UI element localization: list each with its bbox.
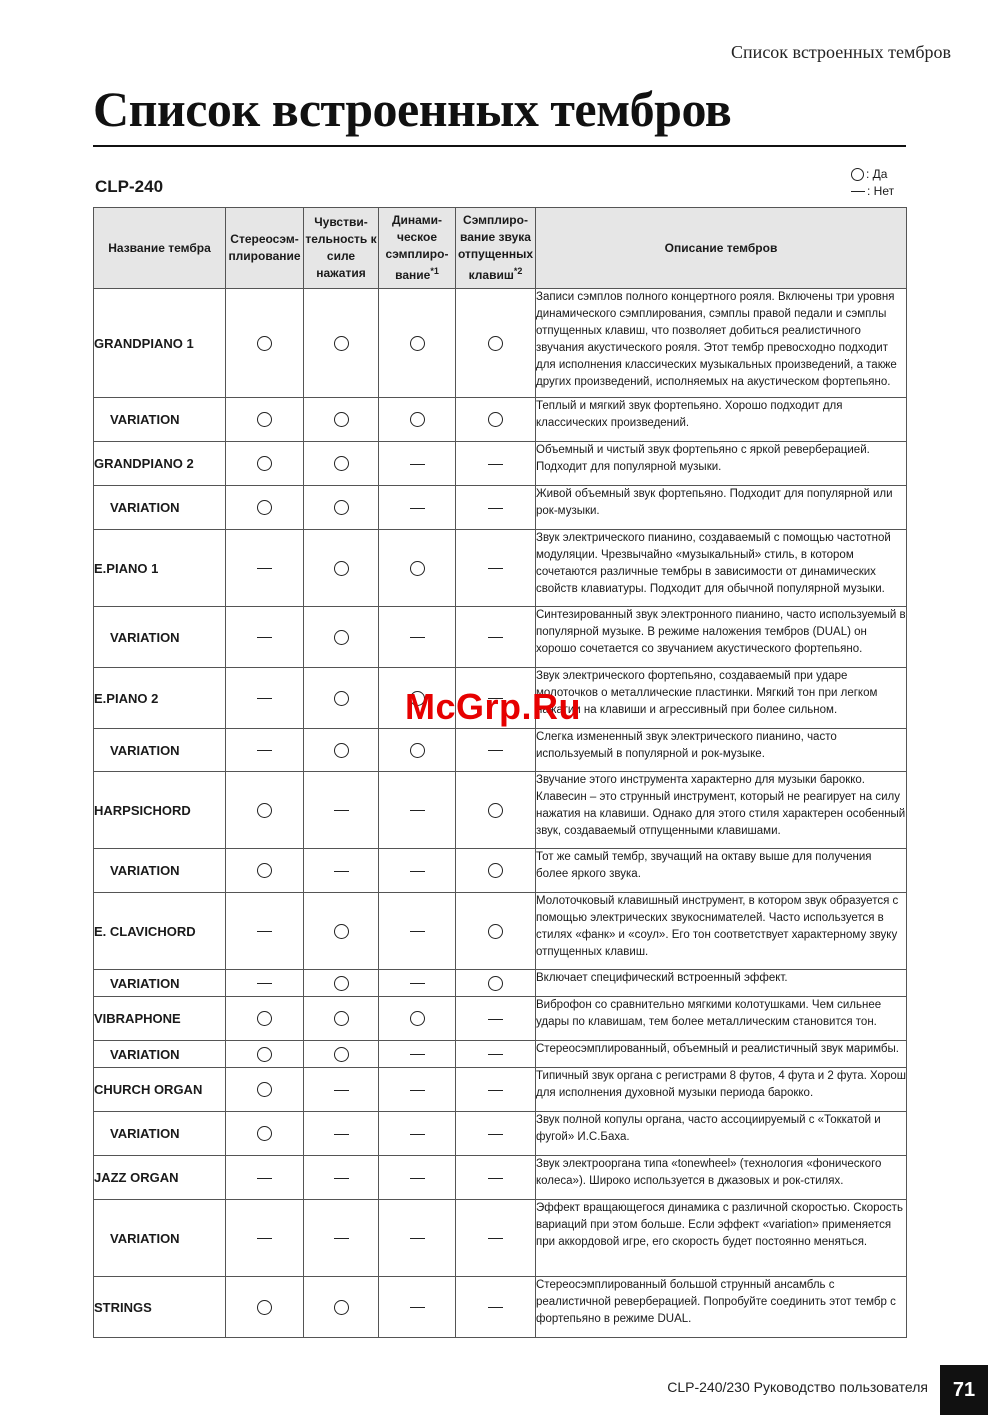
table-body <box>94 289 907 1338</box>
table-row <box>94 486 907 530</box>
dash-no-icon <box>257 931 272 932</box>
feature-cell <box>304 289 379 398</box>
dash-no-icon <box>410 931 425 932</box>
feature-cell <box>379 530 456 607</box>
feature-cell <box>304 1068 379 1112</box>
circle-yes-icon <box>488 412 503 427</box>
feature-cell <box>304 729 379 772</box>
voice-description: Типичный звук органа с регистрами 8 футов, 4 фута и 2 фута. Хорош для исполнения духовной музыки периода барокко. <box>536 1068 907 1112</box>
circle-yes-icon <box>410 412 425 427</box>
running-header: Список встроенных тембров <box>731 42 951 62</box>
feature-cell <box>456 289 536 398</box>
feature-cell <box>226 893 304 970</box>
feature-cell <box>304 1277 379 1338</box>
dash-no-icon <box>488 568 503 569</box>
circle-yes-icon <box>334 456 349 471</box>
voice-description: Звук электрического пианино, создаваемый с помощью частотной модуляции. Чрезвычайно «музыкальный» стиль, в котором сочетаются различные тембры в зависимости от динамических свойств клавиатуры. Подходит для обычной популярной музыки. <box>536 530 907 607</box>
feature-cell <box>379 486 456 530</box>
circle-yes-icon <box>257 500 272 515</box>
dash-no-icon <box>488 464 503 465</box>
voice-name: HARPSICHORD <box>94 772 226 849</box>
voice-description: Тот же самый тембр, звучащий на октаву выше для получения более яркого звука. <box>536 849 907 893</box>
table-row <box>94 1041 907 1068</box>
circle-yes-icon <box>334 500 349 515</box>
dash-no-icon <box>410 508 425 509</box>
column-header-keyoff <box>456 208 536 289</box>
circle-yes-icon <box>257 1011 272 1026</box>
feature-cell <box>226 772 304 849</box>
circle-yes-icon <box>257 863 272 878</box>
page-title: Список встроенных тембров <box>93 81 732 137</box>
feature-cell <box>456 1200 536 1277</box>
column-header-dynamic-label: Динами-ческое сэмплиро-вание <box>385 213 449 282</box>
voice-name: CHURCH ORGAN <box>94 1068 226 1112</box>
column-header-keyoff-label: Сэмплиро-вание звука отпущенных клавиш <box>457 213 534 282</box>
circle-yes-icon <box>334 561 349 576</box>
dash-no-icon <box>334 810 349 811</box>
dash-no-icon <box>488 508 503 509</box>
table-row <box>94 772 907 849</box>
feature-cell <box>456 772 536 849</box>
circle-yes-icon <box>257 456 272 471</box>
column-header-touch: Чувстви-тельность к силе нажатия <box>304 208 379 289</box>
voice-description: Объемный и чистый звук фортепьяно с яркой реверберацией. Подходит для популярной музыки. <box>536 442 907 486</box>
feature-cell <box>379 849 456 893</box>
feature-cell <box>304 442 379 486</box>
feature-cell <box>226 970 304 997</box>
voice-name: VARIATION <box>94 398 226 442</box>
feature-cell <box>379 1156 456 1200</box>
feature-cell <box>226 1112 304 1156</box>
circle-yes-icon <box>257 412 272 427</box>
feature-cell <box>456 970 536 997</box>
voice-list-table <box>93 207 907 1338</box>
feature-cell <box>456 1041 536 1068</box>
voice-name: E.PIANO 2 <box>94 668 226 729</box>
feature-cell <box>226 1041 304 1068</box>
dash-no-icon <box>488 1178 503 1179</box>
circle-yes-icon <box>334 743 349 758</box>
table-row <box>94 1068 907 1112</box>
dash-no-icon <box>488 1238 503 1239</box>
dash-no-icon <box>257 1178 272 1179</box>
footer-manual-title: CLP-240/230 Руководство пользователя <box>667 1379 928 1395</box>
dash-no-icon <box>334 1134 349 1135</box>
feature-cell <box>226 398 304 442</box>
feature-cell <box>226 530 304 607</box>
title-divider <box>93 145 906 147</box>
voice-description: Стереосэмплированный большой струнный ансамбль с реалистичной реверберацией. Попробуйте соединить этот тембр с фортепьяно в режиме DUAL. <box>536 1277 907 1338</box>
voice-name: E.PIANO 1 <box>94 530 226 607</box>
circle-yes-icon <box>410 336 425 351</box>
voice-name: VARIATION <box>94 486 226 530</box>
dash-no-icon <box>488 1019 503 1020</box>
dash-no-icon <box>410 464 425 465</box>
voice-name: VARIATION <box>94 1200 226 1277</box>
circle-yes-icon <box>334 412 349 427</box>
column-header-description: Описание тембров <box>536 208 907 289</box>
voice-name: STRINGS <box>94 1277 226 1338</box>
dash-no-icon <box>410 871 425 872</box>
circle-yes-icon <box>334 630 349 645</box>
feature-cell <box>304 530 379 607</box>
voice-description: Включает специфический встроенный эффект. <box>536 970 907 997</box>
voice-description: Молоточковый клавишный инструмент, в котором звук образуется с помощью электрических звукоснимателей. Часто используется в стилях «фанк» и «соул». Его тон соответствует характерному звуку отпущенных клавиш. <box>536 893 907 970</box>
dash-no-icon <box>488 1054 503 1055</box>
dash-no-icon <box>334 871 349 872</box>
feature-cell <box>456 442 536 486</box>
feature-cell <box>379 997 456 1041</box>
feature-cell <box>304 486 379 530</box>
circle-yes-icon <box>410 561 425 576</box>
column-header-dynamic <box>379 208 456 289</box>
table-row <box>94 530 907 607</box>
dash-no-icon <box>257 637 272 638</box>
circle-yes-icon <box>257 336 272 351</box>
feature-cell <box>379 442 456 486</box>
feature-cell <box>456 398 536 442</box>
voice-description: Звук электрического фортепьяно, создаваемый при ударе молоточков о металлические пластинки. Мягкий тон при легком нажатии на клавиши и агрессивный при более сильном. <box>536 668 907 729</box>
circle-yes-icon <box>257 1300 272 1315</box>
table-row <box>94 893 907 970</box>
feature-cell <box>226 1068 304 1112</box>
circle-yes-icon <box>334 924 349 939</box>
voice-name: VARIATION <box>94 1041 226 1068</box>
feature-cell <box>226 442 304 486</box>
circle-yes-icon <box>334 976 349 991</box>
feature-cell <box>379 1277 456 1338</box>
table-row <box>94 289 907 398</box>
circle-yes-icon <box>334 1011 349 1026</box>
voice-description: Звук электрооргана типа «tonewheel» (технология «фонического колеса»). Широко используется в джазовых и рок-стилях. <box>536 1156 907 1200</box>
circle-yes-icon <box>488 924 503 939</box>
circle-yes-icon <box>257 1082 272 1097</box>
table-row <box>94 1156 907 1200</box>
voice-name: GRANDPIANO 1 <box>94 289 226 398</box>
dash-no-icon <box>488 750 503 751</box>
voice-description: Звук полной копулы органа, часто ассоциируемый с «Токкатой и фугой» И.С.Баха. <box>536 1112 907 1156</box>
voice-description: Стереосэмплированный, объемный и реалистичный звук маримбы. <box>536 1041 907 1068</box>
feature-cell <box>226 849 304 893</box>
feature-cell <box>304 668 379 729</box>
circle-yes-icon <box>257 1126 272 1141</box>
table-row <box>94 442 907 486</box>
dash-no-icon <box>410 810 425 811</box>
feature-cell <box>456 1277 536 1338</box>
table-row <box>94 1277 907 1338</box>
dash-no-icon <box>257 750 272 751</box>
dash-no-icon <box>488 637 503 638</box>
dash-no-icon <box>410 1054 425 1055</box>
dash-no-icon <box>410 983 425 984</box>
dash-no-icon <box>410 1090 425 1091</box>
voice-name: VARIATION <box>94 849 226 893</box>
voice-name: VARIATION <box>94 729 226 772</box>
circle-yes-icon <box>334 691 349 706</box>
feature-cell <box>304 849 379 893</box>
feature-cell <box>226 1200 304 1277</box>
feature-cell <box>304 1112 379 1156</box>
circle-yes-icon <box>410 743 425 758</box>
feature-cell <box>379 1200 456 1277</box>
feature-cell <box>379 607 456 668</box>
legend-no <box>851 183 894 200</box>
feature-cell <box>379 289 456 398</box>
feature-cell <box>226 1277 304 1338</box>
feature-cell <box>304 970 379 997</box>
dash-no-icon <box>488 1090 503 1091</box>
dash-icon <box>851 191 865 192</box>
dash-no-icon <box>488 1134 503 1135</box>
voice-name: VIBRAPHONE <box>94 997 226 1041</box>
feature-cell <box>304 1041 379 1068</box>
feature-cell <box>456 849 536 893</box>
feature-cell <box>379 1041 456 1068</box>
feature-cell <box>456 530 536 607</box>
legend-yes <box>851 166 894 183</box>
page-number: 71 <box>940 1365 988 1415</box>
circle-yes-icon <box>410 1011 425 1026</box>
feature-cell <box>379 970 456 997</box>
circle-yes-icon <box>257 803 272 818</box>
feature-cell <box>379 1112 456 1156</box>
feature-cell <box>226 486 304 530</box>
feature-cell <box>304 893 379 970</box>
dash-no-icon <box>257 1238 272 1239</box>
dash-no-icon <box>334 1238 349 1239</box>
watermark: McGrp.Ru <box>405 686 582 727</box>
voice-name: VARIATION <box>94 1112 226 1156</box>
dash-no-icon <box>410 1178 425 1179</box>
feature-cell <box>226 729 304 772</box>
legend-yes-label: : Да <box>866 167 888 181</box>
table-row <box>94 729 907 772</box>
dash-no-icon <box>410 1238 425 1239</box>
voice-name: VARIATION <box>94 607 226 668</box>
legend-no-label: : Нет <box>867 184 895 198</box>
feature-cell <box>304 1200 379 1277</box>
feature-cell <box>226 1156 304 1200</box>
feature-cell <box>456 893 536 970</box>
circle-yes-icon <box>334 336 349 351</box>
voice-description: Звучание этого инструмента характерно для музыки барокко. Клавесин – это струнный инструмент, который не реагирует на силу нажатия на клавиши. Однако для этого стиля характерен особенный звук, создаваемый отпущенными клавишами. <box>536 772 907 849</box>
footnote-marker: *1 <box>430 266 439 276</box>
feature-cell <box>456 486 536 530</box>
circle-yes-icon <box>334 1047 349 1062</box>
table-row <box>94 398 907 442</box>
circle-yes-icon <box>334 1300 349 1315</box>
feature-cell <box>226 997 304 1041</box>
column-header-name: Название тембра <box>94 208 226 289</box>
feature-cell <box>304 997 379 1041</box>
voice-description: Теплый и мягкий звук фортепьяно. Хорошо подходит для классических произведений. <box>536 398 907 442</box>
dash-no-icon <box>410 1134 425 1135</box>
column-header-stereo: Стереосэм-плирование <box>226 208 304 289</box>
dash-no-icon <box>334 1178 349 1179</box>
feature-cell <box>304 398 379 442</box>
legend <box>851 166 894 200</box>
voice-description: Слегка измененный звук электрического пианино, часто используемый в популярной и рок-музыке. <box>536 729 907 772</box>
table-row <box>94 970 907 997</box>
feature-cell <box>456 997 536 1041</box>
circle-yes-icon <box>488 336 503 351</box>
feature-cell <box>456 729 536 772</box>
table-row <box>94 1112 907 1156</box>
feature-cell <box>226 668 304 729</box>
circle-yes-icon <box>257 1047 272 1062</box>
voice-description: Синтезированный звук электронного пианино, часто используемый в популярной музыке. В режиме наложения тембров (DUAL) он хорошо сочетается со звучанием акустического фортепьяно. <box>536 607 907 668</box>
table-row <box>94 997 907 1041</box>
feature-cell <box>379 772 456 849</box>
table-row <box>94 849 907 893</box>
feature-cell <box>379 893 456 970</box>
feature-cell <box>304 1156 379 1200</box>
dash-no-icon <box>257 698 272 699</box>
voice-name: VARIATION <box>94 970 226 997</box>
table-row <box>94 607 907 668</box>
table-row <box>94 1200 907 1277</box>
circle-icon <box>851 168 864 181</box>
feature-cell <box>456 607 536 668</box>
voice-description: Эффект вращающегося динамика с различной скоростью. Скорость вариаций при этом больше. Если эффект «variation» применяется при аккордовой игре, его скорость будет постоянно меняться. <box>536 1200 907 1277</box>
voice-name: GRANDPIANO 2 <box>94 442 226 486</box>
feature-cell <box>456 1068 536 1112</box>
feature-cell <box>379 398 456 442</box>
feature-cell <box>379 729 456 772</box>
dash-no-icon <box>334 1090 349 1091</box>
voice-description: Записи сэмплов полного концертного рояля. Включены три уровня динамического сэмплирования, сэмплы правой педали и сэмплы отпущенных клавиш, что позволяет добиться реалистичного звучания акустического рояля. Этот тембр превосходно подходит для исполнения классических музыкальных произведений, а также других произведений, исполняемых на акустическом фортепьяно. <box>536 289 907 398</box>
feature-cell <box>304 607 379 668</box>
voice-description: Живой объемный звук фортепьяно. Подходит для популярной или рок-музыки. <box>536 486 907 530</box>
feature-cell <box>379 1068 456 1112</box>
table-header-row <box>94 208 907 289</box>
footnote-marker: *2 <box>513 266 523 276</box>
dash-no-icon <box>257 568 272 569</box>
voice-name: E. CLAVICHORD <box>94 893 226 970</box>
circle-yes-icon <box>488 976 503 991</box>
model-label: CLP-240 <box>95 177 164 196</box>
dash-no-icon <box>410 1307 425 1308</box>
feature-cell <box>304 772 379 849</box>
circle-yes-icon <box>488 803 503 818</box>
dash-no-icon <box>488 1307 503 1308</box>
voice-name: JAZZ ORGAN <box>94 1156 226 1200</box>
dash-no-icon <box>410 637 425 638</box>
voice-description: Виброфон со сравнительно мягкими колотушками. Чем сильнее удары по клавишам, тем более металлическим становится тон. <box>536 997 907 1041</box>
dash-no-icon <box>257 983 272 984</box>
feature-cell <box>456 1112 536 1156</box>
feature-cell <box>226 289 304 398</box>
circle-yes-icon <box>488 863 503 878</box>
feature-cell <box>226 607 304 668</box>
feature-cell <box>456 1156 536 1200</box>
